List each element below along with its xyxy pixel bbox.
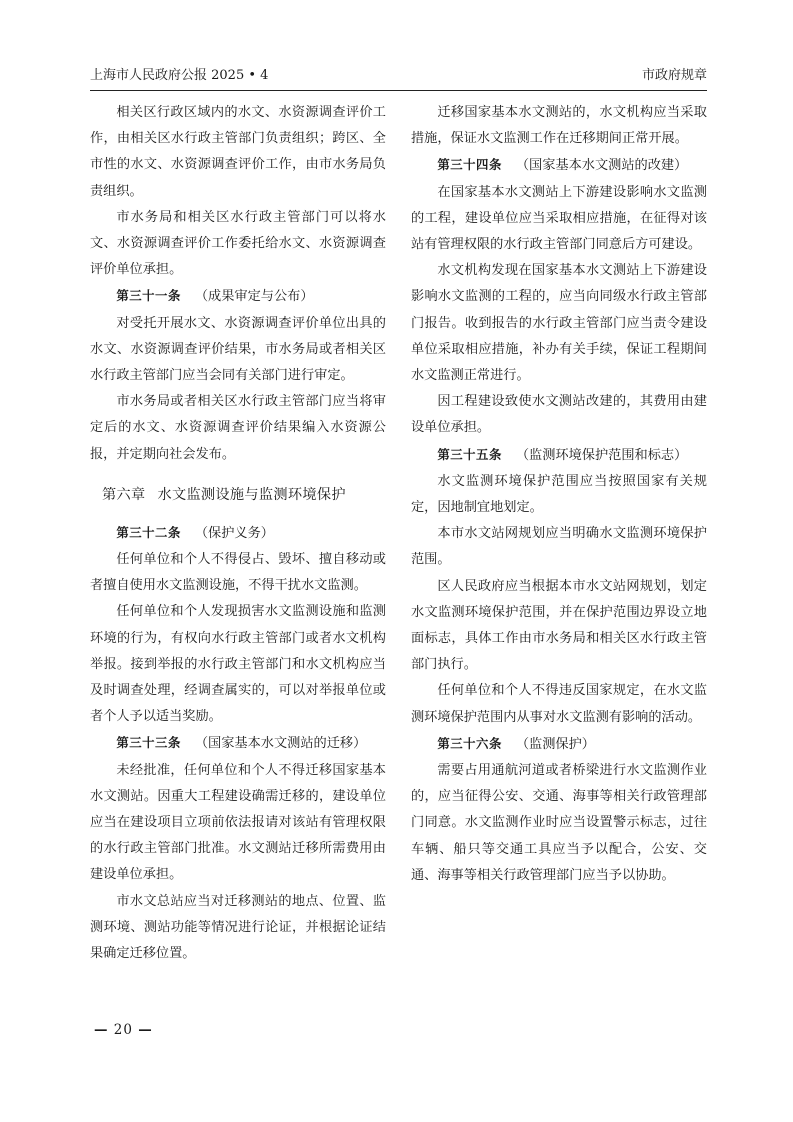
body-paragraph: 在国家基本水文测站上下游建设影响水文监测的工程，建设单位应当采取相应措施，在征得对该站有管理权限的水行政主管部门同意后方可建设。 (411, 184, 707, 253)
article-title: （成果审定与公布） (194, 289, 314, 305)
body-paragraph: 未经批准，任何单位和个人不得迁移国家基本水文测站。因重大工程建设确需迁移的，建设单位应当在建设项目立项前依法报请对该站有管理权限的水行政主管部门批准。水文测站迁移所需费用由建设单位承担。 (90, 762, 386, 883)
body-paragraph: 任何单位和个人不得侵占、毁坏、擅自移动或者擅自使用水文监测设施，不得干扰水文监测。 (90, 552, 386, 594)
section-title: 市政府规章 (641, 68, 707, 83)
page-number-dash-right: — (138, 1022, 153, 1038)
body-paragraph: 因工程建设致使水文测站改建的，其费用由建设单位承担。 (411, 394, 707, 436)
article-number: 第三十四条 (437, 157, 502, 173)
body-paragraph: 市水文总站应当对迁移测站的地点、位置、监测环境、测站功能等情况进行论证，并根据论证结果确定迁移位置。 (90, 893, 386, 962)
article-number: 第三十一条 (116, 288, 181, 304)
article-number: 第三十六条 (437, 735, 502, 751)
left-column (90, 100, 386, 967)
header-divider (90, 90, 707, 91)
article-heading (411, 442, 707, 469)
article-heading (90, 730, 386, 757)
body-paragraph: 市水务局或者相关区水行政主管部门应当将审定后的水文、水资源调查评价结果编入水资源公报，并定期向社会发布。 (90, 394, 386, 462)
article-title: （保护义务） (194, 525, 274, 541)
right-column (411, 100, 707, 889)
article-title: （国家基本水文测站的迁移） (194, 736, 367, 752)
article-heading (90, 283, 386, 310)
page-number-dash-left: — (94, 1022, 109, 1038)
article-heading (90, 520, 386, 547)
article-number: 第三十二条 (116, 524, 181, 540)
journal-title: 上海市人民政府公报 2025 • 4 (90, 68, 269, 83)
article-title: （国家基本水文测站的改建） (515, 158, 688, 174)
body-paragraph: 对受托开展水文、水资源调查评价单位出具的水文、水资源调查评价结果，市水务局或者相关区水行政主管部门应当会同有关部门进行审定。 (90, 315, 386, 384)
body-paragraph: 需要占用通航河道或者桥梁进行水文监测作业的，应当征得公安、交通、海事等相关行政管理部门同意。水文监测作业时应当设置警示标志，过往车辆、船只等交通工具应当予以配合，公安、交通、海事等相关行政管理部门应当予以协助。 (411, 763, 707, 883)
article-number: 第三十三条 (116, 735, 181, 751)
chapter-number: 第六章 (102, 486, 146, 503)
body-paragraph: 水文监测环境保护范围应当按照国家有关规定，因地制宜地划定。 (411, 473, 707, 516)
article-number: 第三十五条 (437, 446, 502, 462)
article-title: （监测保护） (515, 736, 595, 752)
article-title: （监测环境保护范围和标志） (515, 447, 688, 463)
chapter-title: 水文监测设施与监测环境保护 (157, 486, 346, 503)
page-number (94, 1018, 153, 1042)
chapter-heading (90, 482, 386, 508)
article-heading (411, 731, 707, 758)
page-header (90, 64, 707, 88)
body-paragraph: 本市水文站网规划应当明确水文监测环境保护范围。 (411, 526, 707, 568)
body-paragraph: 区人民政府应当根据本市水文站网规划，划定水文监测环境保护范围，并在保护范围边界设立地面标志，具体工作由市水务局和相关区水行政主管部门执行。 (411, 578, 707, 673)
body-paragraph: 任何单位和个人发现损害水文监测设施和监测环境的行为，有权向水行政主管部门或者水文机构举报。接到举报的水行政主管部门和水文机构应当及时调查处理，经调查属实的，可以对举报单位或者个人予以适当奖励。 (90, 604, 386, 725)
page-number-value: 20 (113, 1022, 133, 1038)
body-paragraph: 相关区行政区域内的水文、水资源调查评价工作，由相关区水行政主管部门负责组织；跨区、全市性的水文、水资源调查评价工作，由市水务局负责组织。 (90, 105, 386, 199)
body-paragraph: 市水务局和相关区水行政主管部门可以将水文、水资源调查评价工作委托给水文、水资源调查评价单位承担。 (90, 209, 386, 278)
article-heading (411, 152, 707, 179)
body-paragraph: 任何单位和个人不得违反国家规定，在水文监测环境保护范围内从事对水文监测有影响的活动。 (411, 683, 707, 725)
body-paragraph: 迁移国家基本水文测站的，水文机构应当采取措施，保证水文监测工作在迁移期间正常开展。 (411, 105, 707, 147)
body-paragraph: 水文机构发现在国家基本水文测站上下游建设影响水文监测的工程的，应当向同级水行政主管部门报告。收到报告的水行政主管部门应当责令建设单位采取相应措施，补办有关手续，保证工程期间水文监测正常进行。 (411, 263, 707, 384)
